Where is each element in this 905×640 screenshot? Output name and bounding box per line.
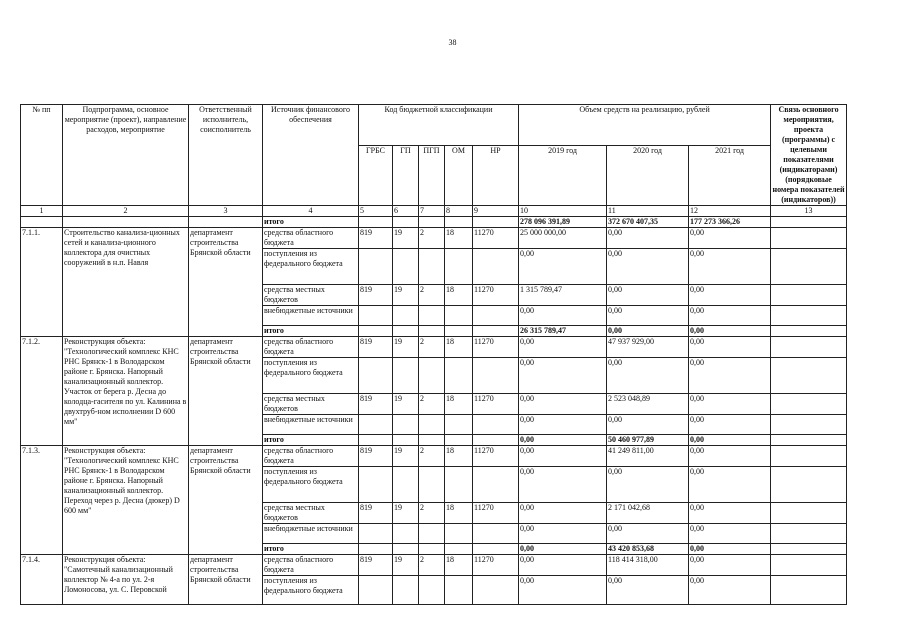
- amount-y2021: 0,00: [689, 467, 771, 503]
- code-pgp: 2: [419, 555, 445, 576]
- code-gp: 19: [393, 228, 419, 249]
- code-gp: [393, 306, 419, 326]
- column-number-row: [21, 206, 847, 217]
- funding-source: поступления из федерального бюджета: [263, 467, 359, 503]
- amount-y2020: 2 171 042,68: [607, 503, 689, 524]
- code-pgp: [419, 524, 445, 544]
- funding-source: итого: [263, 326, 359, 337]
- header-pgp: ПГП: [419, 145, 445, 205]
- funding-source: средства местных бюджетов: [263, 394, 359, 415]
- total-2020: 372 670 407,35: [607, 217, 689, 228]
- amount-y2019: 0,00: [519, 576, 607, 605]
- header-2019: 2019 год: [519, 145, 607, 205]
- code-grbs: 819: [359, 337, 393, 358]
- header-program: Подпрограмма, основное мероприятие (проект), направление расходов, мероприятие: [63, 105, 189, 206]
- code-om: 18: [445, 285, 473, 306]
- amount-y2021: 0,00: [689, 524, 771, 544]
- indicator-link: [771, 555, 847, 576]
- amount-y2019: 0,00: [519, 358, 607, 394]
- code-pgp: [419, 415, 445, 435]
- code-grbs: 819: [359, 228, 393, 249]
- code-grbs: [359, 435, 393, 446]
- code-om: [445, 249, 473, 285]
- header-grbs: ГРБС: [359, 145, 393, 205]
- amount-y2021: 0,00: [689, 555, 771, 576]
- amount-y2021: 0,00: [689, 358, 771, 394]
- amount-y2020: 0,00: [607, 249, 689, 285]
- funding-source: поступления из федерального бюджета: [263, 249, 359, 285]
- total-row: [21, 217, 847, 228]
- code-om: [445, 524, 473, 544]
- header-budget-code: Код бюджетной классификации: [359, 105, 519, 146]
- amount-y2020: 0,00: [607, 285, 689, 306]
- code-gp: 19: [393, 394, 419, 415]
- amount-y2019: 0,00: [519, 249, 607, 285]
- amount-y2021: 0,00: [689, 415, 771, 435]
- amount-y2019: 1 315 789,47: [519, 285, 607, 306]
- funding-source: средства местных бюджетов: [263, 285, 359, 306]
- code-grbs: [359, 326, 393, 337]
- code-pgp: 2: [419, 337, 445, 358]
- header-2021: 2021 год: [689, 145, 771, 205]
- code-nr: 11270: [473, 446, 519, 467]
- header-executor: Ответственный исполнитель, соисполнитель: [189, 105, 263, 206]
- amount-y2019: 0,00: [519, 337, 607, 358]
- code-om: [445, 306, 473, 326]
- indicator-link: [771, 337, 847, 358]
- code-om: [445, 415, 473, 435]
- budget-table: [20, 104, 847, 605]
- item-program: Реконструкция объекта: "Технологический комплекс КНС РНС Брянск-1 в Володарском районе г. Брянска. Напорный канализационный коллектор. Участок от берега р. Десна до колодца-гасителя по ул. Калинина в двухтруб-ном исполнении D 600 мм": [63, 337, 189, 446]
- indicator-link: [771, 285, 847, 306]
- code-om: [445, 544, 473, 555]
- funding-source: средства областного бюджета: [263, 337, 359, 358]
- col-number: 1: [21, 206, 63, 217]
- code-pgp: 2: [419, 228, 445, 249]
- code-nr: [473, 358, 519, 394]
- amount-y2019: 0,00: [519, 503, 607, 524]
- amount-y2021: 0,00: [689, 306, 771, 326]
- code-pgp: [419, 435, 445, 446]
- amount-y2019: 0,00: [519, 306, 607, 326]
- code-om: [445, 358, 473, 394]
- table-row: [21, 228, 847, 249]
- code-grbs: [359, 415, 393, 435]
- code-nr: 11270: [473, 285, 519, 306]
- amount-y2021: 0,00: [689, 249, 771, 285]
- item-executor: департамент строительства Брянской области: [189, 555, 263, 605]
- indicator-link: [771, 446, 847, 467]
- code-grbs: [359, 524, 393, 544]
- indicator-link: [771, 524, 847, 544]
- header-om: ОМ: [445, 145, 473, 205]
- code-nr: [473, 524, 519, 544]
- indicator-link: [771, 467, 847, 503]
- code-gp: 19: [393, 446, 419, 467]
- amount-y2020: 0,00: [607, 228, 689, 249]
- code-nr: 11270: [473, 337, 519, 358]
- amount-y2020: 43 420 853,68: [607, 544, 689, 555]
- indicator-link: [771, 228, 847, 249]
- item-program: Реконструкция объекта: "Самотечный канализационный коллектор № 4-а по ул. 2-я Ломоносова, ул. С. Перовской: [63, 555, 189, 605]
- code-om: [445, 435, 473, 446]
- code-pgp: 2: [419, 394, 445, 415]
- indicator-link: [771, 306, 847, 326]
- amount-y2021: 0,00: [689, 228, 771, 249]
- funding-source: внебюджетные источники: [263, 524, 359, 544]
- table-row: [21, 555, 847, 576]
- amount-y2019: 0,00: [519, 555, 607, 576]
- item-number: 7.1.1.: [21, 228, 63, 337]
- amount-y2019: 0,00: [519, 524, 607, 544]
- code-gp: 19: [393, 285, 419, 306]
- funding-source: внебюджетные источники: [263, 306, 359, 326]
- total-2019: 278 096 391,89: [519, 217, 607, 228]
- amount-y2021: 0,00: [689, 326, 771, 337]
- col-number: 6: [393, 206, 419, 217]
- funding-source: итого: [263, 544, 359, 555]
- amount-y2021: 0,00: [689, 285, 771, 306]
- amount-y2021: 0,00: [689, 435, 771, 446]
- code-om: 18: [445, 555, 473, 576]
- code-nr: 11270: [473, 555, 519, 576]
- amount-y2020: 0,00: [607, 467, 689, 503]
- indicator-link: [771, 435, 847, 446]
- amount-y2021: 0,00: [689, 446, 771, 467]
- code-gp: [393, 249, 419, 285]
- col-number: 11: [607, 206, 689, 217]
- code-grbs: [359, 358, 393, 394]
- funding-source: средства областного бюджета: [263, 446, 359, 467]
- code-gp: 19: [393, 337, 419, 358]
- indicator-link: [771, 576, 847, 605]
- code-pgp: [419, 358, 445, 394]
- col-number: 12: [689, 206, 771, 217]
- item-executor: департамент строительства Брянской области: [189, 337, 263, 446]
- header-num: № пп: [21, 105, 63, 206]
- header-source: Источник финансового обеспечения: [263, 105, 359, 206]
- amount-y2020: 0,00: [607, 306, 689, 326]
- amount-y2019: 0,00: [519, 446, 607, 467]
- code-gp: [393, 544, 419, 555]
- indicator-link: [771, 544, 847, 555]
- code-gp: [393, 467, 419, 503]
- funding-source: поступления из федерального бюджета: [263, 358, 359, 394]
- code-pgp: [419, 544, 445, 555]
- code-om: [445, 576, 473, 605]
- code-om: [445, 467, 473, 503]
- code-gp: [393, 435, 419, 446]
- code-grbs: 819: [359, 446, 393, 467]
- funding-source: средства областного бюджета: [263, 555, 359, 576]
- code-om: 18: [445, 503, 473, 524]
- code-gp: [393, 415, 419, 435]
- col-number: 10: [519, 206, 607, 217]
- code-pgp: [419, 576, 445, 605]
- total-label: итого: [263, 217, 359, 228]
- amount-y2019: 0,00: [519, 394, 607, 415]
- code-gp: 19: [393, 503, 419, 524]
- amount-y2019: 25 000 000,00: [519, 228, 607, 249]
- code-pgp: [419, 467, 445, 503]
- code-nr: 11270: [473, 503, 519, 524]
- funding-source: средства местных бюджетов: [263, 503, 359, 524]
- code-nr: [473, 435, 519, 446]
- col-number: 3: [189, 206, 263, 217]
- code-om: [445, 326, 473, 337]
- total-2021: 177 273 366,26: [689, 217, 771, 228]
- header-volume: Объем средств на реализацию, рублей: [519, 105, 771, 146]
- amount-y2020: 47 937 929,00: [607, 337, 689, 358]
- code-grbs: 819: [359, 285, 393, 306]
- code-nr: [473, 306, 519, 326]
- code-pgp: [419, 249, 445, 285]
- header-row: [21, 105, 847, 146]
- amount-y2020: 0,00: [607, 358, 689, 394]
- code-pgp: 2: [419, 503, 445, 524]
- amount-y2019: 0,00: [519, 467, 607, 503]
- col-number: 2: [63, 206, 189, 217]
- code-grbs: [359, 306, 393, 326]
- item-number: 7.1.4.: [21, 555, 63, 605]
- col-number: 13: [771, 206, 847, 217]
- code-nr: [473, 467, 519, 503]
- amount-y2021: 0,00: [689, 544, 771, 555]
- col-number: 7: [419, 206, 445, 217]
- code-grbs: 819: [359, 394, 393, 415]
- code-om: 18: [445, 394, 473, 415]
- code-nr: [473, 544, 519, 555]
- item-executor: департамент строительства Брянской области: [189, 446, 263, 555]
- code-gp: [393, 358, 419, 394]
- code-pgp: 2: [419, 446, 445, 467]
- funding-source: внебюджетные источники: [263, 415, 359, 435]
- code-grbs: [359, 467, 393, 503]
- indicator-link: [771, 326, 847, 337]
- col-number: 5: [359, 206, 393, 217]
- header-nr: НР: [473, 145, 519, 205]
- code-pgp: [419, 306, 445, 326]
- amount-y2019: 0,00: [519, 435, 607, 446]
- item-number: 7.1.2.: [21, 337, 63, 446]
- amount-y2021: 0,00: [689, 503, 771, 524]
- col-number: 4: [263, 206, 359, 217]
- item-program: Реконструкция объекта: "Технологический комплекс КНС РНС Брянск-1 в Володарском районе г. Брянска. Напорный канализационный коллектор. Переход через р. Десна (дюкер) D 600 мм": [63, 446, 189, 555]
- indicator-link: [771, 394, 847, 415]
- code-pgp: 2: [419, 285, 445, 306]
- indicator-link: [771, 503, 847, 524]
- code-nr: [473, 576, 519, 605]
- code-grbs: [359, 576, 393, 605]
- amount-y2019: 26 315 789,47: [519, 326, 607, 337]
- code-gp: [393, 576, 419, 605]
- code-gp: [393, 326, 419, 337]
- code-grbs: [359, 249, 393, 285]
- header-2020: 2020 год: [607, 145, 689, 205]
- code-grbs: 819: [359, 555, 393, 576]
- amount-y2020: 0,00: [607, 415, 689, 435]
- indicator-link: [771, 358, 847, 394]
- funding-source: итого: [263, 435, 359, 446]
- indicator-link: [771, 415, 847, 435]
- amount-y2020: 0,00: [607, 524, 689, 544]
- amount-y2021: 0,00: [689, 337, 771, 358]
- col-number: 9: [473, 206, 519, 217]
- code-gp: [393, 524, 419, 544]
- amount-y2020: 0,00: [607, 326, 689, 337]
- table-row: [21, 337, 847, 358]
- code-om: 18: [445, 228, 473, 249]
- header-gp: ГП: [393, 145, 419, 205]
- amount-y2019: 0,00: [519, 415, 607, 435]
- amount-y2020: 118 414 318,00: [607, 555, 689, 576]
- code-nr: 11270: [473, 228, 519, 249]
- code-grbs: [359, 544, 393, 555]
- code-pgp: [419, 326, 445, 337]
- code-om: 18: [445, 446, 473, 467]
- code-om: 18: [445, 337, 473, 358]
- code-nr: [473, 326, 519, 337]
- indicator-link: [771, 249, 847, 285]
- code-nr: [473, 249, 519, 285]
- item-number: 7.1.3.: [21, 446, 63, 555]
- amount-y2020: 41 249 811,00: [607, 446, 689, 467]
- amount-y2020: 50 460 977,89: [607, 435, 689, 446]
- col-number: 8: [445, 206, 473, 217]
- amount-y2020: 0,00: [607, 576, 689, 605]
- code-grbs: 819: [359, 503, 393, 524]
- code-nr: 11270: [473, 394, 519, 415]
- page-number: 38: [448, 38, 457, 47]
- table-row: [21, 446, 847, 467]
- item-program: Строительство канализа-ционных сетей и канализа-ционного коллектора для очистных сооружений в н.п. Навля: [63, 228, 189, 337]
- funding-source: поступления из федерального бюджета: [263, 576, 359, 605]
- funding-source: средства областного бюджета: [263, 228, 359, 249]
- amount-y2021: 0,00: [689, 576, 771, 605]
- code-nr: [473, 415, 519, 435]
- item-executor: департамент строительства Брянской области: [189, 228, 263, 337]
- amount-y2020: 2 523 048,89: [607, 394, 689, 415]
- amount-y2021: 0,00: [689, 394, 771, 415]
- amount-y2019: 0,00: [519, 544, 607, 555]
- header-link: Связь основного мероприятия, проекта (программы) с целевыми показателями (индикаторами) (порядковые номера показателей (индикаторов)): [772, 105, 845, 204]
- code-gp: 19: [393, 555, 419, 576]
